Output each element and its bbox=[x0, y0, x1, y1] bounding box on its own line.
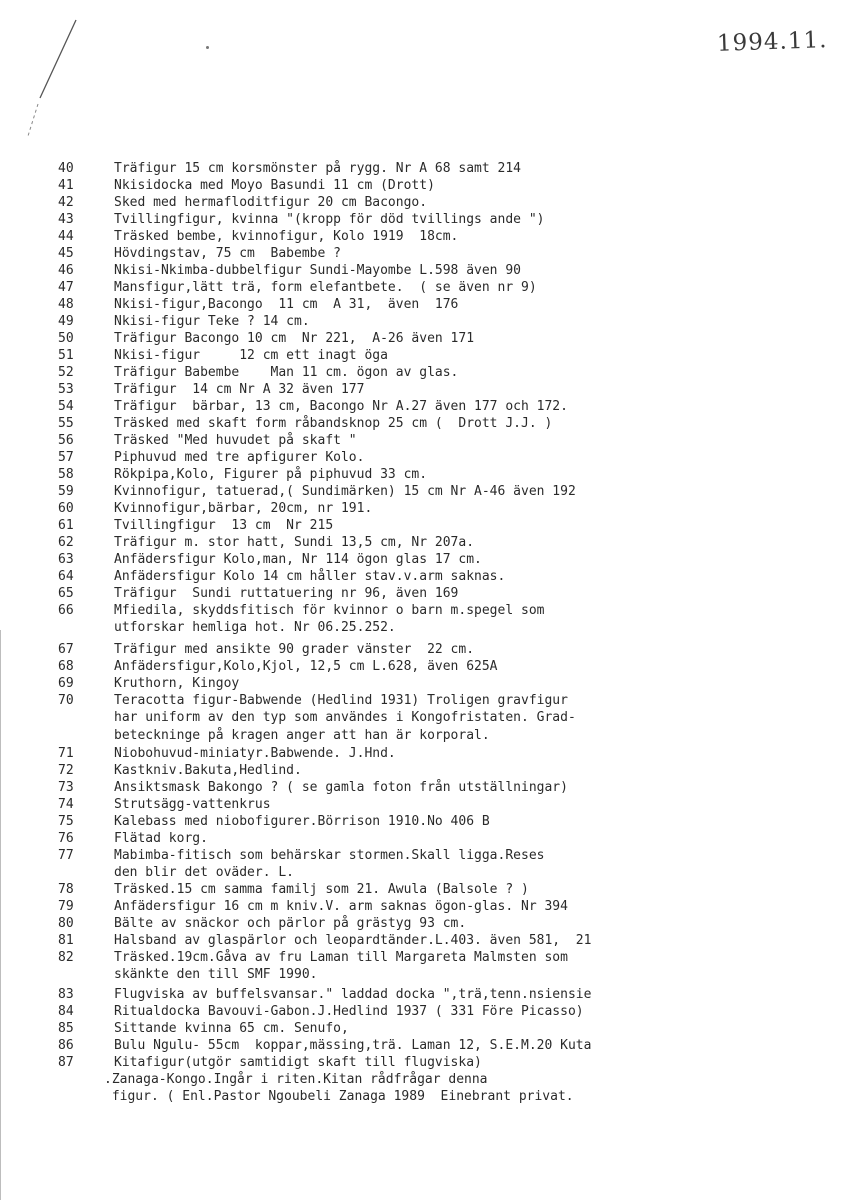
entry-number: 67 bbox=[58, 642, 74, 657]
entry-number: 87 bbox=[58, 1055, 74, 1070]
entry-number: 54 bbox=[58, 399, 74, 414]
entry-number: 66 bbox=[58, 603, 74, 618]
entry-description bbox=[114, 1020, 754, 1037]
entry-description bbox=[114, 296, 754, 313]
entry-line: Anfädersfigur Kolo,man, Nr 114 ögon glas 17 cm. bbox=[114, 552, 482, 567]
entry-line: Träfigur m. stor hatt, Sundi 13,5 cm, Nr 207a. bbox=[114, 535, 475, 550]
entry-line: Kitafigur(utgör samtidigt skaft till flugviska) bbox=[114, 1055, 482, 1070]
entry-description bbox=[114, 517, 754, 534]
entry-line: Tvillingfigur, kvinna "(kropp för död tvillings ande ") bbox=[114, 212, 545, 227]
entry-number: 49 bbox=[58, 314, 74, 329]
entry-number: 65 bbox=[58, 586, 74, 601]
entry-description bbox=[114, 432, 754, 449]
entry-number: 74 bbox=[58, 797, 74, 812]
entry-number: 62 bbox=[58, 535, 74, 550]
entry-number: 57 bbox=[58, 450, 74, 465]
entry-number: 80 bbox=[58, 916, 74, 931]
entry-number: 71 bbox=[58, 746, 74, 761]
entry-number: 47 bbox=[58, 280, 74, 295]
entry-description bbox=[114, 881, 754, 898]
entry-description bbox=[114, 675, 754, 692]
entry-description bbox=[114, 986, 754, 1003]
entry-line: Träsked "Med huvudet på skaft " bbox=[114, 433, 357, 448]
entry-line: Anfädersfigur Kolo 14 cm håller stav.v.arm saknas. bbox=[114, 569, 506, 584]
entry-line: Träfigur med ansikte 90 grader vänster 22 cm. bbox=[114, 642, 475, 657]
entry-line: Nkisidocka med Moyo Basundi 11 cm (Drott) bbox=[114, 178, 435, 193]
entry-number: 77 bbox=[58, 848, 74, 863]
entry-description bbox=[114, 898, 754, 915]
entry-number: 61 bbox=[58, 518, 74, 533]
entry-description bbox=[114, 796, 754, 813]
entry-line: Träsked.19cm.Gåva av fru Laman till Margareta Malmsten som bbox=[114, 950, 568, 965]
entry-line: beteckninge på kragen anger att han är korporal. bbox=[114, 727, 490, 743]
entry-number: 70 bbox=[58, 693, 74, 708]
entry-line: Mabimba-fitisch som behärskar stormen.Skall ligga.Reses bbox=[114, 848, 545, 863]
entry-description bbox=[114, 745, 754, 762]
entry-line: Rökpipa,Kolo, Figurer på piphuvud 33 cm. bbox=[114, 467, 428, 482]
entry-line: Niobohuvud-miniatyr.Babwende. J.Hnd. bbox=[114, 746, 396, 761]
entry-number: 53 bbox=[58, 382, 74, 397]
entry-line: Mfiedila, skyddsfitisch för kvinnor o barn m.spegel som bbox=[114, 603, 545, 618]
entry-number: 82 bbox=[58, 950, 74, 965]
entry-description bbox=[114, 830, 754, 847]
handwritten-date: 1994.11. bbox=[716, 27, 828, 57]
entry-line: Nkisi-figur,Bacongo 11 cm A 31, även 176 bbox=[114, 297, 459, 312]
entry-line: Bälte av snäckor och pärlor på grästyg 93 cm. bbox=[114, 916, 467, 931]
entry-line: Tvillingfigur 13 cm Nr 215 bbox=[114, 518, 334, 533]
entry-number: 76 bbox=[58, 831, 74, 846]
entry-description bbox=[114, 194, 754, 211]
entry-description bbox=[114, 364, 754, 381]
entry-description bbox=[114, 847, 754, 882]
entry-line: Flätad korg. bbox=[114, 831, 208, 846]
entry-description bbox=[114, 279, 754, 296]
entry-description bbox=[114, 483, 754, 500]
entry-line: Nkisi-Nkimba-dubbelfigur Sundi-Mayombe L.598 även 90 bbox=[114, 263, 521, 278]
entry-number: 41 bbox=[58, 178, 74, 193]
entry-description bbox=[114, 313, 754, 330]
entry-line: Träsked med skaft form råbandsknop 25 cm ( Drott J.J. ) bbox=[114, 416, 553, 431]
entry-number: 52 bbox=[58, 365, 74, 380]
entry-line: Träfigur bärbar, 13 cm, Bacongo Nr A.27 även 177 och 172. bbox=[114, 399, 568, 414]
entry-description bbox=[114, 932, 754, 949]
entry-description bbox=[114, 692, 754, 744]
entry-description bbox=[114, 160, 754, 177]
entry-number: 69 bbox=[58, 676, 74, 691]
entry-number: 43 bbox=[58, 212, 74, 227]
entry-line: Kvinnofigur, tatuerad,( Sundimärken) 15 cm Nr A-46 även 192 bbox=[114, 484, 576, 499]
entry-description bbox=[114, 915, 754, 932]
entry-description bbox=[114, 228, 754, 245]
entry-number: 51 bbox=[58, 348, 74, 363]
scan-edge bbox=[0, 630, 1, 1200]
entry-description bbox=[114, 813, 754, 830]
entry-number: 84 bbox=[58, 1004, 74, 1019]
entry-description bbox=[114, 1054, 754, 1071]
entry-description bbox=[114, 568, 754, 585]
entry-line: Hövdingstav, 75 cm Babembe ? bbox=[114, 246, 341, 261]
entry-line: Strutsägg-vattenkrus bbox=[114, 797, 271, 812]
entry-number: 60 bbox=[58, 501, 74, 516]
entry-line: Träfigur 14 cm Nr A 32 även 177 bbox=[114, 382, 365, 397]
entry-description bbox=[114, 381, 754, 398]
entry-line: skänkte den till SMF 1990. bbox=[114, 967, 318, 983]
entry-line: Träfigur Bacongo 10 cm Nr 221, A-26 även 171 bbox=[114, 331, 475, 346]
entry-description bbox=[114, 177, 754, 194]
entry-number: 73 bbox=[58, 780, 74, 795]
entry-description bbox=[114, 398, 754, 415]
entry-line: Mansfigur,lätt trä, form elefantbete. ( se även nr 9) bbox=[114, 280, 537, 295]
entry-description bbox=[114, 500, 754, 517]
entry-description bbox=[114, 211, 754, 228]
entry-line: den blir det oväder. L. bbox=[114, 865, 295, 881]
entry-number: 55 bbox=[58, 416, 74, 431]
entry-description bbox=[114, 641, 754, 658]
entry-number: 42 bbox=[58, 195, 74, 210]
entry-number: 86 bbox=[58, 1038, 74, 1053]
entry-description bbox=[114, 534, 754, 551]
entry-number: 64 bbox=[58, 569, 74, 584]
entry-description bbox=[114, 466, 754, 483]
entry-line: Nkisi-figur Teke ? 14 cm. bbox=[114, 314, 310, 329]
entry-number: 72 bbox=[58, 763, 74, 778]
entry-line: Ritualdocka Bavouvi-Gabon.J.Hedlind 1937 ( 331 Före Picasso) bbox=[114, 1004, 584, 1019]
entry-line: Nkisi-figur 12 cm ett inagt öga bbox=[114, 348, 388, 363]
entry-number: 59 bbox=[58, 484, 74, 499]
entry-line: Teracotta figur-Babwende (Hedlind 1931) Troligen gravfigur bbox=[114, 693, 568, 708]
entry-line: Träsked bembe, kvinnofigur, Kolo 1919 18cm. bbox=[114, 229, 459, 244]
entry-number: 50 bbox=[58, 331, 74, 346]
entry-line: Träfigur Babembe Man 11 cm. ögon av glas. bbox=[114, 365, 459, 380]
entry-number: 75 bbox=[58, 814, 74, 829]
entry-description bbox=[114, 347, 754, 364]
entry-number: 45 bbox=[58, 246, 74, 261]
entry-description bbox=[114, 262, 754, 279]
entry-description bbox=[114, 949, 754, 984]
entry-line: Flugviska av buffelsvansar." laddad docka ",trä,tenn.nsiensie bbox=[114, 987, 592, 1002]
entry-number: 58 bbox=[58, 467, 74, 482]
entry-description bbox=[114, 415, 754, 432]
entry-description bbox=[114, 585, 754, 602]
entry-line: Anfädersfigur 16 cm m kniv.V. arm saknas ögon-glas. Nr 394 bbox=[114, 899, 568, 914]
entry-number: 56 bbox=[58, 433, 74, 448]
entry-number: 63 bbox=[58, 552, 74, 567]
entry-line: har uniform av den typ som användes i Kongofristaten. Grad- bbox=[114, 710, 576, 726]
entry-line: Piphuvud med tre apfigurer Kolo. bbox=[114, 450, 365, 465]
entry-line: Halsband av glaspärlor och leopardtänder.L.403. även 581, 21 bbox=[114, 933, 592, 948]
entry-description bbox=[114, 602, 754, 637]
entry-description bbox=[114, 551, 754, 568]
entry-line: Träfigur 15 cm korsmönster på rygg. Nr A 68 samt 214 bbox=[114, 161, 521, 176]
entry-line: utforskar hemliga hot. Nr 06.25.252. bbox=[114, 620, 396, 636]
entry-number: 78 bbox=[58, 882, 74, 897]
entry-line: Träsked.15 cm samma familj som 21. Awula (Balsole ? ) bbox=[114, 882, 529, 897]
entry-description bbox=[114, 330, 754, 347]
entry-line: Sittande kvinna 65 cm. Senufo, bbox=[114, 1021, 349, 1036]
entry-number: 48 bbox=[58, 297, 74, 312]
scan-dot bbox=[206, 46, 209, 49]
entry-line: Anfädersfigur,Kolo,Kjol, 12,5 cm L.628, även 625A bbox=[114, 659, 498, 674]
entry-line: Bulu Ngulu- 55cm koppar,mässing,trä. Laman 12, S.E.M.20 Kuta bbox=[114, 1038, 592, 1053]
entry-line: Kvinnofigur,bärbar, 20cm, nr 191. bbox=[114, 501, 373, 516]
scan-mark-line bbox=[14, 18, 84, 138]
entry-description bbox=[114, 449, 754, 466]
entry-number: 81 bbox=[58, 933, 74, 948]
continuation-line: .Zanaga-Kongo.Ingår i riten.Kitan rådfrågar denna bbox=[104, 1072, 488, 1087]
entry-line: Ansiktsmask Bakongo ? ( se gamla foton från utställningar) bbox=[114, 780, 568, 795]
entry-description bbox=[114, 245, 754, 262]
entry-description bbox=[114, 779, 754, 796]
entry-description bbox=[114, 1037, 754, 1054]
entry-line: Sked med hermafloditfigur 20 cm Bacongo. bbox=[114, 195, 428, 210]
entry-number: 40 bbox=[58, 161, 74, 176]
entry-description bbox=[114, 1003, 754, 1020]
entry-number: 83 bbox=[58, 987, 74, 1002]
entry-number: 46 bbox=[58, 263, 74, 278]
entry-description bbox=[114, 762, 754, 779]
entry-number: 85 bbox=[58, 1021, 74, 1036]
entry-line: Kruthorn, Kingoy bbox=[114, 676, 240, 691]
entry-line: Kalebass med niobofigurer.Börrison 1910.No 406 B bbox=[114, 814, 490, 829]
entry-line: Träfigur Sundi ruttatuering nr 96, även 169 bbox=[114, 586, 459, 601]
entry-description bbox=[114, 658, 754, 675]
continuation-line: figur. ( Enl.Pastor Ngoubeli Zanaga 1989 Einebrant privat. bbox=[104, 1089, 574, 1104]
entry-line: Kastkniv.Bakuta,Hedlind. bbox=[114, 763, 302, 778]
entry-number: 79 bbox=[58, 899, 74, 914]
entry-number: 68 bbox=[58, 659, 74, 674]
entry-number: 44 bbox=[58, 229, 74, 244]
